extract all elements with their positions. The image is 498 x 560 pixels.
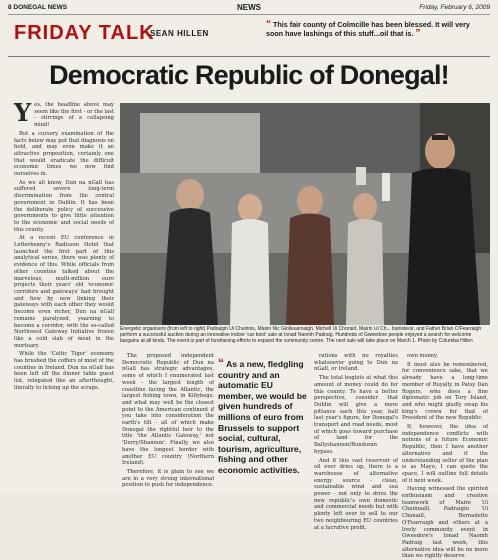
header-quote	[266, 20, 488, 38]
paragraph: own money.	[407, 353, 438, 359]
paragraph: rations with no royalties whatsoever going to Dun na nGall, or Ireland.	[314, 353, 398, 373]
paragraph: Having witnessed the spirited enthusiasm and creative teamwork of Maire Ui Chuinnaill, Padraigin Ui Chonaill, Bernadette O'Fearraigh and others at a lively community event in Gweedore's Ionad Naomh Padraig last week, this alternative idea will be no more than we rightly deserve.	[402, 486, 488, 560]
paragraph: The total boglets at what this amount of money could do for this county. To have a better perspective, consider that Dublin will give a mere pittance each this year, half last year's figure, for Donegal's transport and road needs, most of which goes toward purchase of land for the Ballyshannon/Bundoran bypass.	[314, 375, 398, 455]
page-number-label: 8 DONEGAL NEWS	[8, 4, 68, 11]
paragraph: If, however, the idea of independence conflicts with notions of a future Economic Republic, then I have another alternative and if the understanding seller of the plan is as Mayo, I can quote the space, I will outline full details of it next week.	[402, 424, 488, 484]
quote-mark-icon: ”	[415, 28, 421, 39]
event-photo	[120, 103, 490, 325]
paragraph: It must also be remembered, for convenience sake, that we already have a long-time member of Royalty in Patsy Dan Rogers, who does a fine diplomatic job on Tory Island, and who might gladly swap his king's crown for that of President of the new Republic.	[402, 361, 488, 422]
section-name: NEWS	[237, 3, 261, 12]
page-header-bar	[8, 2, 490, 15]
header-quote-text: This fair county of Colmcille has been blessed. It will very soon have lashings of this stuff...oil that is.	[266, 20, 470, 38]
column-header	[8, 16, 490, 57]
byline: SEAN HILLEN	[150, 29, 209, 38]
quote-mark-icon: “	[266, 19, 271, 30]
paragraph: Therefore, it is plain to see we are in a very strong international position to push for independence.	[122, 468, 214, 489]
paragraph: The proposed independent Democratic Republic of Dun na nGall has strategic advantages, some of which I enumerated last week - the largest length of coastline facing the Atlantic, the largest fishing town, in Killybegs; and what may well be the closest point to the American continent if you take into consideration the earth's tilt - all of which make Donegal the rightful heir to the title 'the Atlantic Gateway,' not 'Derry/Shannon'. Finally, we also have the longest border with another EU country (Northern Ireland).	[122, 353, 214, 467]
pull-quote-text: As a new, fledgling country and an automatic EU member, we would be given hundreds of millions of euro from Brussels to support social, cultural, tourism, agriculture, fishing and other economic activities.	[218, 359, 307, 475]
paragraph: As we all know, Dun na nGall has suffered severe long-term discrimination from the central government in Dublin. It has been the deliberate policy of successive governments to give little attention to the economic and social needs of this county.	[14, 179, 114, 233]
column-kicker: FRIDAY TALK	[14, 22, 155, 44]
article-column-2	[122, 353, 214, 493]
paragraph: While the 'Celtic Tiger' economy has brushed the coffers of most of the counties in Ireland, Dun na nGall has been left off the dinner table guest list, relegated like an afterthought, literally to licking up the scraps.	[14, 351, 114, 391]
paragraph: But a cursory examination of the facts below may put that diagnosis on hold, and may even make it an attractive proposition, certainly one that would eradicate the difficult economic times we now find ourselves in.	[14, 130, 114, 178]
article-column-3	[314, 353, 398, 531]
pull-quote	[218, 358, 310, 476]
issue-date: Friday, February 6, 2009	[419, 4, 490, 11]
headline: Democratic Republic of Donegal!	[49, 60, 449, 90]
quote-mark-icon: “	[218, 356, 224, 370]
event-photo-illustration	[120, 103, 490, 325]
paragraph: At a recent EU conference in Letterkenny's Radisson Hotel that launched the first part of this analytical series, there was plenty of evidence of this. While officials from other counties talked about the marvelous, multi-million euro projects their years' old 'economic corridors and gateways' had brought and how by now linking their gateways with each other they would become even richer, Dun na nGall remains paralyzed, yearning to become a corridor, with the so-called Northwest Gateway Initiative frozen like a cold slab of meat in the mortuary.	[14, 235, 114, 349]
drop-cap: Y	[14, 98, 32, 127]
photo-caption: Energetic organisers (from left to right) Padraigin Ui Chuinnis, Mairin Nic Giolleasmaigh, Michell Ui Choraid, Mairin Ui Ch... banisteoir, and Father Brian O'Fearraigh perform a successful auction during an innovative indoor 'car boot' sale at Ionad Naomh Padraig. Hundreds of Gweedore people enjoyed a search for welcome bargains at all kinds. The event is part of fundraising efforts to expand the community centre. The next sale will take place on March 1. Photo by Columba Hillen	[120, 326, 482, 345]
paragraph: And if this vast reservoir of oil ever dries up, there is a warehouse of alternative energy source - clean, sustainable wind and sea power - not only to drive the new republic's own domestic and commercial needs but with plenty left over to sell to our two neighbouring EU countries at a lucrative profit.	[314, 457, 398, 531]
article-column-1	[14, 98, 114, 492]
paragraph: es, the headline above may seem like the first - or the last - stirrings of a collapsing mind!	[34, 102, 114, 129]
article-column-4	[402, 353, 488, 560]
